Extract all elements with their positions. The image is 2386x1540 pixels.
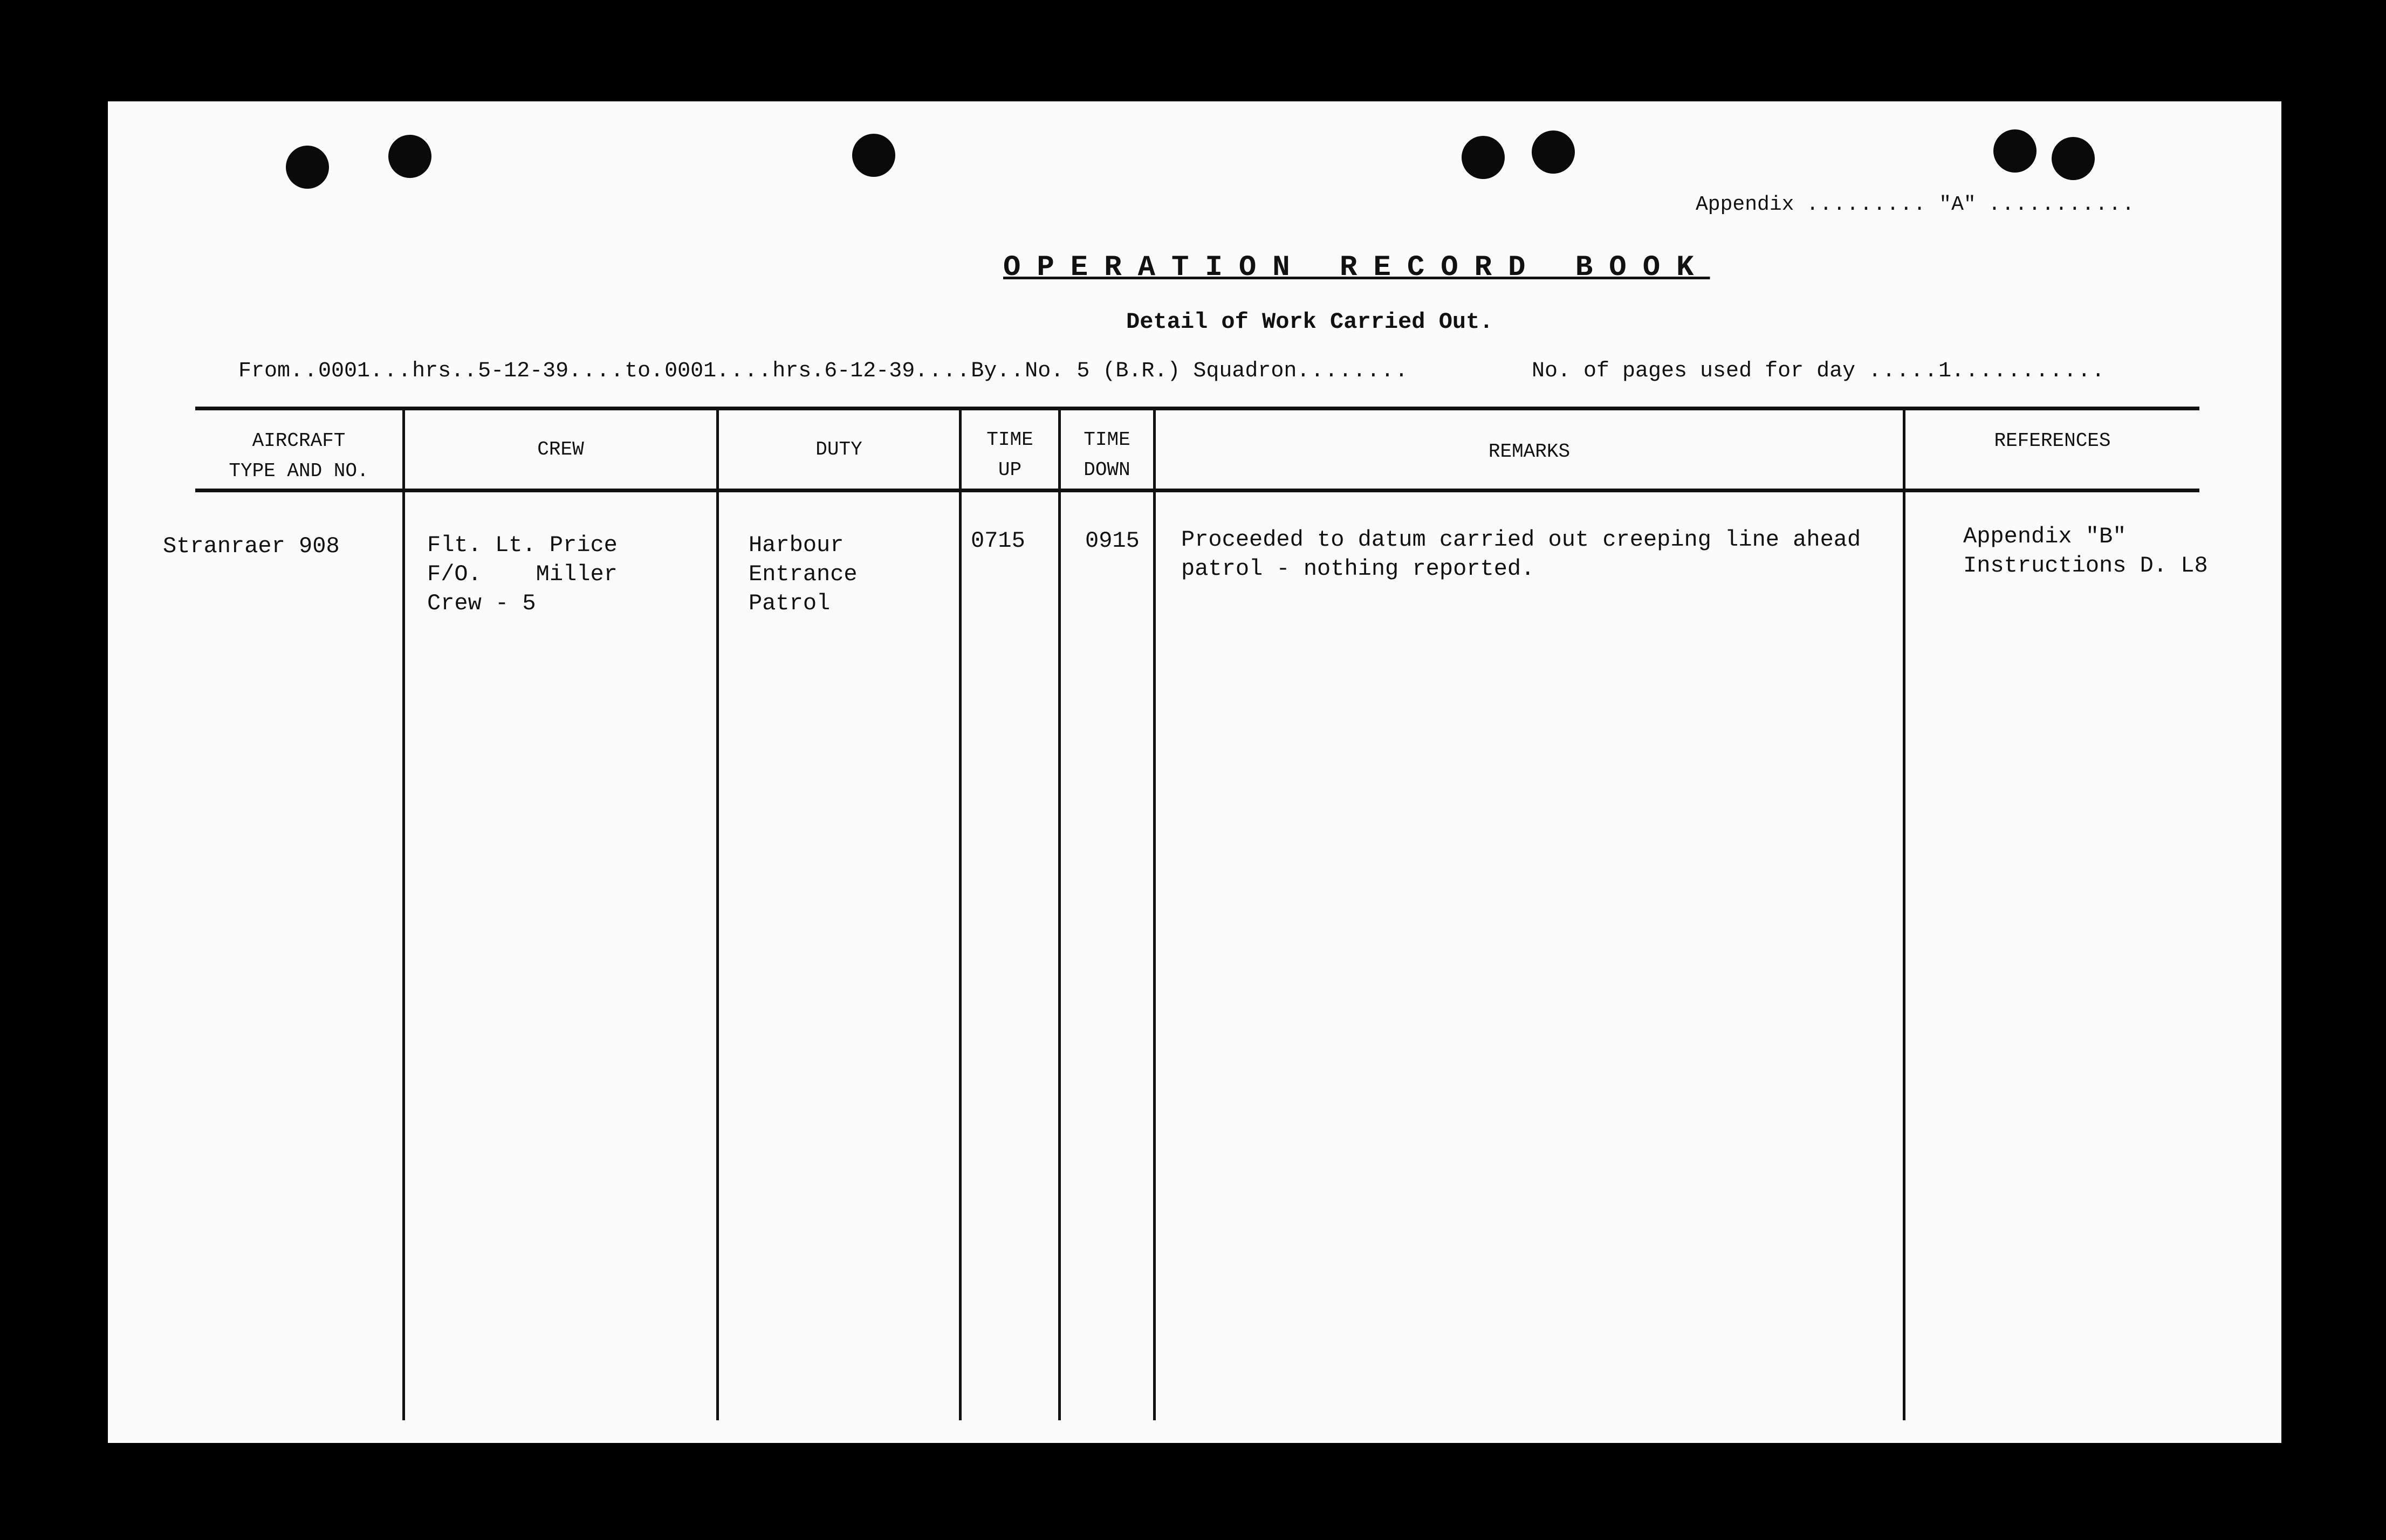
from-label: From [238,359,291,383]
column-divider [959,410,962,1420]
column-header-crew: CREW [537,438,584,460]
punch-hole [1462,136,1505,179]
punch-hole [1532,130,1575,174]
column-header-duty: DUTY [815,438,862,460]
from-date: 5-12-39 [478,359,569,383]
appendix-line: Appendix ......... "A" ........... [1696,193,2136,216]
appendix-label: Appendix [1696,193,1794,216]
cell-references: Appendix "B" Instructions D. L8 [1963,524,2208,579]
punch-hole [2052,137,2095,180]
column-header-time-up: TIME UP [986,429,1033,481]
column-divider [1903,410,1905,1420]
punch-hole [1993,129,2037,173]
period-line: From..0001...hrs..5-12-39....to.0001....hrs.6-12-39....By..No. 5 (B.R.) Squadron........ [238,359,1409,383]
page-title: OPERATION RECORD BOOK [1003,251,1710,284]
punch-hole [852,134,895,177]
pages-label: No. of pages used for day [1532,359,1856,383]
column-divider [716,410,719,1420]
punch-hole [286,146,329,189]
pages-line: No. of pages used for day .....1........... [1532,359,2106,383]
record-sheet [108,101,2281,1443]
cell-time-up: 0715 [971,528,1025,554]
punch-hole [388,135,431,178]
column-divider [402,410,405,1420]
cell-aircraft: Stranraer 908 [163,533,340,559]
cell-time-down: 0915 [1085,528,1140,554]
column-header-remarks: REMARKS [1488,441,1571,463]
header-bottom-rule [195,489,2199,492]
hrs-label: hrs. [412,359,464,383]
table-top-rule [195,407,2199,410]
unit: No. 5 (B.R.) Squadron [1025,359,1297,383]
column-header-aircraft: AIRCRAFT TYPE AND NO. [229,430,369,482]
by-label: By [971,359,997,383]
to-time: 0001 [664,359,717,383]
appendix-value: "A" [1939,193,1976,216]
hrs-label-2: hrs. [772,359,825,383]
pages-value: 1 [1938,359,1952,383]
column-header-references: REFERENCES [1994,430,2111,452]
page-subtitle: Detail of Work Carried Out. [1126,309,1493,335]
from-time: 0001 [318,359,371,383]
column-header-time-down: TIME DOWN [1084,429,1130,481]
column-divider [1153,410,1156,1420]
cell-remarks: Proceeded to datum carried out creeping line ahead patrol - nothing reported. [1181,527,1861,582]
to-label: to [625,359,651,383]
cell-crew: Flt. Lt. Price F/O. Miller Crew - 5 [427,532,618,616]
to-date: 6-12-39 [824,359,915,383]
column-divider [1058,410,1061,1420]
cell-duty: Harbour Entrance Patrol [749,532,858,616]
